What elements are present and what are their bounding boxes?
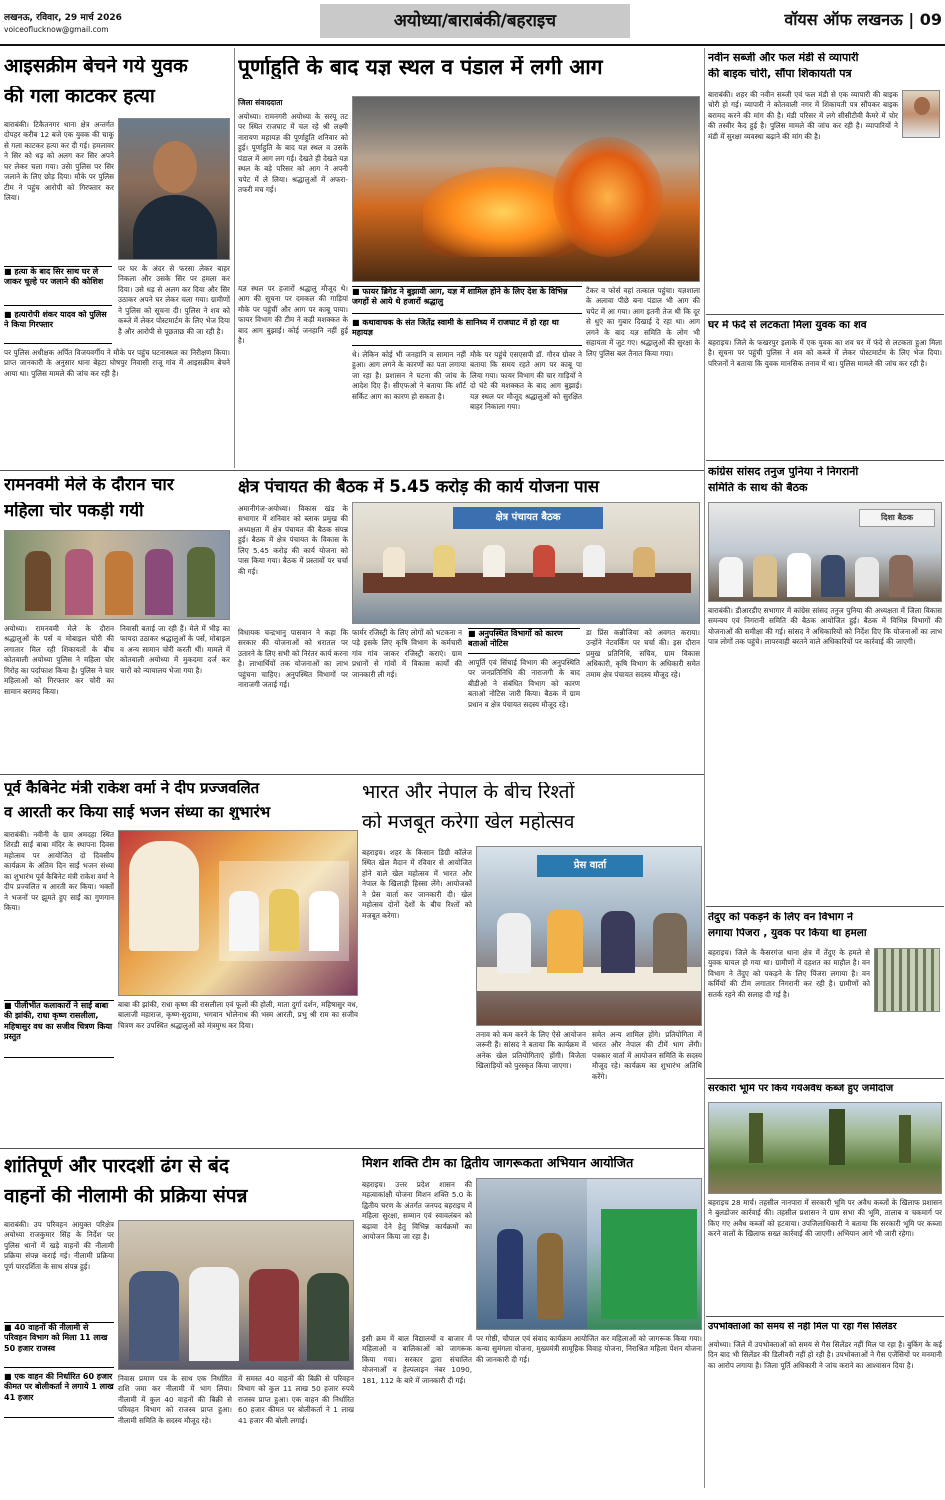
section-rule xyxy=(706,1316,944,1317)
bullet-icon: ■ xyxy=(352,287,363,296)
section-rule xyxy=(706,460,944,461)
masthead-rule xyxy=(0,44,945,46)
highlight-bar xyxy=(468,628,580,654)
article-body: टैंकर व फोर्स वहां तत्काल पहुंचा। यज्ञशाला के अलावा पीछे बना पंडाल भी आग की चपेट में आ गया। आग इतनी तेज थी कि दूर से धुएं का गुबार दिखाई दे रहा था। आग लगने के बाद यज्ञ समिति के लोग भी सहायता में जुट गए। श्रद्धालुओं की सुरक्षा के लिए पुलिस बल तैनात किया गया। xyxy=(586,286,700,358)
headline: व आरती कर किया साई भजन संध्या का शुभारंभ xyxy=(4,804,271,821)
arrest-photo xyxy=(4,530,230,620)
headline: सरकारी भूमि पर किये गयेअवैध कब्जे हुए जमींदोज xyxy=(708,1084,894,1094)
highlight-text: अनुपस्थित विभागों को कारण बताओ नोटिस xyxy=(468,629,563,649)
article-body: बाराबंकी। नवीनी के ग्राम अमदहा स्थित शिरडी साईं बाबा मंदिर के स्थापना दिवस महोत्सव पर आयोजित दो दिवसीय कार्यक्रम के अंतिम दिन साईं भजन संध्या का शुभारंभ पूर्व कैबिनेट मंत्री राकेश वर्मा ने दीप प्रज्वलित व आरती कर किया। भक्तों ने भजनों पर झूमते हुए साईं का गुणगान किया। xyxy=(4,830,114,913)
meeting-banner: क्षेत्र पंचायत बैठक xyxy=(453,507,603,529)
article-mp-meeting xyxy=(708,462,942,904)
masthead-email: voiceoflucknow@gmail.com xyxy=(4,25,109,34)
headline: लगाया पिंजरा , युवक पर किया था हमला xyxy=(708,928,867,939)
article-body: यज्ञ स्थल पर हजारों श्रद्धालु मौजूद थे। आग की सूचना पर दमकल की गाड़ियां मौके पर पहुंचीं और आग पर काबू पाया। फायर विभाग की टीम ने कड़ी मशक्कत के बाद आग बुझाई। कोई जनहानि नहीं हुई है। xyxy=(238,284,348,346)
highlight-bar xyxy=(352,286,582,314)
page-number: 09 xyxy=(919,10,942,29)
article-body: निवासी बताई जा रही हैं। मेले में भीड़ का फायदा उठाकर श्रद्धालुओं के पर्स, मोबाइल व अन्य सामान चोरी करती थीं। मामले में कोतवाली अयोध्या में मुकदमा दर्ज कर चारों को न्यायालय भेजा गया है। xyxy=(120,624,230,675)
article-body: इसी क्रम में बाल विद्यालयों व बाजार में महिलाओं व बालिकाओं को जागरूक किया गया। सरकार द्वारा संचालित योजनाओं व हेल्पलाइन नंबर 1090, 181, 112 के बारे में जानकारी दी गई। xyxy=(362,1334,472,1385)
bhajan-photo xyxy=(118,830,358,996)
bullet-icon: ■ xyxy=(352,318,363,327)
headline: मिशन शक्ति टीम का द्वितीय जागरूकता अभियान आयोजित xyxy=(362,1156,634,1170)
article-sai-bhajan xyxy=(4,776,360,1146)
press-conference-photo xyxy=(476,846,702,1026)
bullet-text: हत्यारोपी शंकर यादव को पुलिस ने किया गिरफ्तार xyxy=(4,310,107,330)
article-gas-cylinder xyxy=(708,1318,942,1496)
auction-photo xyxy=(118,1220,354,1370)
masthead-date: लखनऊ, रविवार, 29 मार्च 2026 xyxy=(4,13,122,23)
bullet-icon: ■ xyxy=(4,1323,15,1332)
article-panchayat-meeting xyxy=(238,472,701,772)
highlight-bullet xyxy=(4,266,112,306)
column-divider xyxy=(704,48,705,1488)
article-body: फार्मर रजिस्ट्री के लिए लोगों को भटकना न पड़े इसके लिए कृषि विभाग के कर्मचारी गांव गांव जाकर रजिस्ट्री कराएं। ग्राम प्रधानों से गांवों में विकास कार्यों की जानकारी ली गई। xyxy=(352,628,462,679)
headline: उपभोक्ताओं को समय से नहीं मिल पा रहा गैस सिलेंडर xyxy=(708,1322,897,1332)
mp-meeting-photo xyxy=(708,502,942,602)
column-divider xyxy=(234,48,235,468)
caption-text: पीलीभीत कलाकारों ने साईं बाबा की झांकी, राधा कृष्ण रासलीला, महिषासुर वध का सजीव चित्रण किया प्रस्तुत xyxy=(4,1001,113,1042)
headline: समिति के साथ की बैठक xyxy=(708,482,808,494)
highlight-bullet xyxy=(4,1372,114,1418)
article-body: अयोध्या। रामनगरी अयोध्या के सरयू तट पर स्थित राजघाट में चल रहे श्री लक्ष्मी नारायण महायज्ञ की पूर्णाहुति शनिवार को हुई। पूर्णाहुति के बाद यज्ञ स्थल व उसके पंडाल में आग लग गई। देखते ही देखते यज्ञ स्थल के बड़े परिसर को आग ने अपनी चपेट में ले लिया। श्रद्धालुओं में अफरा-तफरी मच गई। xyxy=(238,112,348,195)
article-body: विधायक चन्द्रभानु पासवान ने कहा कि सरकार की योजनाओं को धरातल पर उतारने के लिए सभी को निरंतर कार्य करना है। लाभार्थियों तक योजनाओं का लाभ पहुंचना चाहिए। अनुपस्थित विभागों पर नाराजगी जताई गई। xyxy=(238,628,348,690)
article-body: अयोध्या। रामनवमी मेले के दौरान श्रद्धालुओं के पर्स व मोबाइल चोरी की लगातार मिल रही शिकायतों के बीच कोतवाली अयोध्या पुलिस ने महिला चोर गिरोह का पर्दाफाश किया है। पुलिस ने चार महिलाओं को गिरफ्तार कर चोरी का सामान बरामद किया। xyxy=(4,624,114,696)
article-body: समेत अन्य शामिल होंगे। प्रतियोगिता में भारत और नेपाल की टीमें भाग लेंगी। पत्रकार वार्ता में आयोजन समिति के सदस्य मौजूद रहे। कार्यक्रम का शुभारंभ अतिथि करेंगे। xyxy=(592,1030,702,1081)
brand-logo xyxy=(730,6,942,34)
headline: को मजबूत करेगा खेल महोत्सव xyxy=(362,812,575,833)
highlight-text: कथावाचक के संत जितेंद्र स्वामी के सानिध्य में राजघाट में हो रहा था महायज्ञ xyxy=(352,318,559,338)
headline: शांतिपूर्ण और पारदर्शी ढंग से बंद xyxy=(4,1156,229,1177)
article-body: बाबा की झांकी, राधा कृष्ण की रासलीला एवं फूलों की होली, माता दुर्गा दर्शन, महिषासुर वध, बालाजी महाराज, कृष्ण-सुदामा, भगवान भोलेनाथ की भस्म आरती, प्रभु श्री राम का सजीव चित्रण कर उपस्थित श्रद्धालुओं को मंत्रमुग्ध कर दिया। xyxy=(118,1000,358,1030)
masthead xyxy=(0,0,945,46)
article-vehicle-auction xyxy=(4,1150,356,1496)
article-body: पर गोष्ठी, चौपाल एवं संवाद कार्यक्रम आयोजित कर महिलाओं को जागरूक किया गया। कन्या सुमंगला योजना, मुख्यमंत्री सामूहिक विवाह योजना, निराश्रित महिला पेंशन योजना की जानकारी दी गई। xyxy=(476,1334,702,1364)
highlight-bar xyxy=(352,318,582,346)
mission-shakti-photo xyxy=(476,1178,702,1330)
article-body: में समस्त 40 वाहनों की बिक्री से परिवहन विभाग को कुल 11 लाख 50 हजार रुपये राजस्व प्राप्त हुआ। एक वाहन की निर्धारित 60 हजार कीमत पर बोलीकर्ता ने 1 लाख 41 हजार की बोली लगाई। xyxy=(238,1374,354,1425)
headline: नवीन सब्जी और फल मंडी से व्यापारी xyxy=(708,52,859,64)
headline: वाहनों की नीलामी की प्रक्रिया संपन्न xyxy=(4,1186,248,1207)
section-rule xyxy=(0,1148,704,1149)
bullet-text: हत्या के बाद सिर साथ घर ले जाकर चूल्हे पर जलाने की कोशिश xyxy=(4,267,104,287)
headline: भारत और नेपाल के बीच रिश्तों xyxy=(362,782,575,803)
meeting-photo xyxy=(352,502,700,624)
article-body: बहराइच। जिले के कैसरगंज थाना क्षेत्र में तेंदुए के हमले से युवक घायल हो गया था। ग्रामीणों में दहशत का माहौल है। वन विभाग ने तेंदुए को पकड़ने के लिए पिंजरा लगाया है। वन कर्मियों की टीम लगातार निगरानी कर रही है। ग्रामीणों को सतर्क रहने की सलाह दी गई है। xyxy=(708,948,870,999)
article-india-nepal xyxy=(362,776,702,1146)
fire-photo xyxy=(352,96,700,282)
article-body: अमानीगंज-अयोध्या। विकास खंड के सभागार में शनिवार को ब्लाक प्रमुख की अध्यक्षता में क्षेत्र पंचायत की बैठक संपन्न हुई। बैठक में क्षेत्र पंचायत के विकास के लिए 5.45 करोड़ की कार्य योजना को पास किया गया। बैठक में प्रस्तावों पर चर्चा की गई। xyxy=(238,504,348,576)
press-banner: प्रेस वार्ता xyxy=(537,855,643,877)
bullet-text: 40 वाहनों की नीलामी से परिवहन विभाग को मिला 11 लाख 50 हजार राजस्व xyxy=(4,1323,108,1353)
article-encroachment xyxy=(708,1080,942,1314)
article-body: बहराइच 28 मार्च। तहसील नानपारा में सरकारी भूमि पर अवैध कब्जों के खिलाफ प्रशासन ने बुलडोजर कार्रवाई की। तहसील प्रशासन ने ग्राम सभा की भूमि, तालाब व चकमार्ग पर किए गए अवैध कब्जों को हटवाया। उपजिलाधिकारी ने बताया कि सरकारी भूमि पर कब्जा करने वालों के खिलाफ सख्त कार्रवाई की जाएगी। अभियान आगे भी जारी रहेगा। xyxy=(708,1198,942,1239)
highlight-bullet xyxy=(4,1322,114,1368)
section-title: अयोध्या/बाराबंकी/बहराइच xyxy=(320,4,630,38)
section-rule xyxy=(706,1078,944,1079)
article-leopard-cage xyxy=(708,908,942,1076)
bullet-text: एक वाहन की निर्धारित 60 हजार कीमत पर बोलीकर्ता ने लगाये 1 लाख 41 हजार xyxy=(4,1372,114,1402)
headline: की बाइक चोरी, सौंपा शिकायती पत्र xyxy=(708,68,852,80)
headline: घर में फंदे से लटकता मिला युवक का शव xyxy=(708,320,867,331)
article-body: बाराबंकी। टिकैतनगर थाना क्षेत्र अन्तर्गत दोपहर करीब 12 बजे एक युवक की चाकू से गला काटकर हत्या कर दी गई। हमलावर ने सिर को धड़ को अलग कर सिर अपने घर लेकर चला गया। उसेा पुलिस पर सिर जलाने के लिए छोड़ दिया। मौके पर पुलिस टीम ने पहुंच आरोपी को गिरफ्तार कर लिया। xyxy=(4,120,114,203)
article-body: मौके पर पहुंचे एसएसपी डॉ. गौरव ग्रोवर ने बताया कि समय रहते आग पर काबू पा लिया गया। फायर विभाग की चार गाड़ियों ने दो घंटे की मशक्कत के बाद आग बुझाई। यज्ञ स्थल पर मौजूद श्रद्धालुओं को सुरक्षित बाहर निकाला गया। xyxy=(470,350,582,412)
land-photo xyxy=(708,1102,942,1194)
cage-photo xyxy=(874,948,940,1012)
meeting-banner: दिशा बैठक xyxy=(859,509,935,527)
article-body: आपूर्ति एवं सिंचाई विभाग की अनुपस्थिति पर जनप्रतिनिधि की नाराजगी के बाद बीडीओ ने संबंधित विभाग को कारण बताओ नोटिस जारी किया। बैठक में ग्राम प्रधान व क्षेत्र पंचायत सदस्य मौजूद रहे। xyxy=(468,658,580,709)
article-bike-theft xyxy=(708,50,942,312)
article-body: पर घर के अंदर से फरसा लेकर बाहर निकला और उसके सिर पर हमला कर दिया। उसे धड़ से अलग कर दिया और सिर उठाकर अपने घर लेकर चला गया। ग्रामीणों ने पुलिस को सूचना दी। पुलिस ने शव को कब्जे में लेकर पोस्टमार्टम के लिए भेज दिया है और आरोपी से पूछताछ की जा रही है। xyxy=(118,264,230,336)
article-body: बाराबंकी। उप परिवहन आयुक्त परिक्षेत्र अयोध्या राजकुमार सिंह के निर्देश पर पुलिस थानों में खड़े वाहनों की नीलामी प्रक्रिया संपन्न कराई गई। नीलामी प्रक्रिया पूर्ण पारदर्शिता के साथ संपन्न हुई। xyxy=(4,1220,114,1271)
article-icecream-murder xyxy=(4,50,232,468)
headline: की गला काटकर हत्या xyxy=(4,86,155,107)
section-rule xyxy=(706,906,944,907)
trader-photo xyxy=(902,90,940,138)
headline: तेंदुए को पकड़ने के लिए वन विभाग ने xyxy=(708,912,853,923)
headline: आइसक्रीम बेचने गये युवक xyxy=(4,56,188,77)
highlight-text: फायर ब्रिगेड ने बुझायी आग, यज्ञ में शामिल होने के लिए देश के विभिन्न जगहों से आये थे हजारों श्रद्धालु xyxy=(352,287,568,307)
article-yagya-fire xyxy=(238,50,701,468)
article-body: थे। लेकिन कोई भी जनहानि व सामान नहीं हुआ। आग लगने के कारणों का पता लगाया जा रहा है। प्रशासन ने घटना की जांच के आदेश दिए हैं। सीएफओ ने बताया कि शॉर्ट सर्किट आग का कारण हो सकता है। xyxy=(352,350,466,401)
article-body: बहराइच। जिले के फखरपुर इलाके में एक युवक का शव घर में फंदे से लटकता हुआ मिला है। सूचना पर पहुंची पुलिस ने शव को कब्जे में लेकर पोस्टमार्टम के लिए भेज दिया। परिजनों ने बताया कि युवक मानसिक तनाव में था। पुलिस मामले की जांच कर रही है। xyxy=(708,338,942,368)
bullet-icon: ■ xyxy=(4,1372,15,1381)
bullet-icon: ■ xyxy=(4,1001,15,1010)
photo-caption xyxy=(4,1000,114,1058)
headline: रामनवमी मेले के दौरान चार xyxy=(4,476,174,495)
article-body: बहराइच। शहर के किसान डिग्री कॉलेज स्थित खेल मैदान में रविवार से आयोजित होने वाले खेल महोत्सव में भारत और नेपाल के खिलाड़ी हिस्सा लेंगे। आयोजकों ने प्रेस वार्ता कर जानकारी दी। खेल महोत्सव दोनों देशों के बीच रिश्तों को मजबूत करेगा। xyxy=(362,848,472,920)
page-separator: | xyxy=(908,10,920,29)
headline: कांग्रेस सांसद तनुज पुनिया ने निगरानी xyxy=(708,466,859,478)
headline: पूर्व कैबिनेट मंत्री राकेश वर्मा ने दीप प्रज्जवलित xyxy=(4,780,260,797)
bullet-icon: ■ xyxy=(468,629,479,638)
bullet-icon: ■ xyxy=(4,310,15,319)
headline: पूर्णाहुति के बाद यज्ञ स्थल व पंडाल में लगी आग xyxy=(238,56,603,79)
headline: क्षेत्र पंचायत की बैठक में 5.45 करोड़ की कार्य योजना पास xyxy=(238,478,599,496)
byline: जिला संवाददाता xyxy=(238,98,283,107)
article-body: पर पुलिस अधीक्षक अर्पित विजयवर्गीय ने मौके पर पहुंच घटनास्थल का निरीक्षण किया। प्राप्त जानकारी के अनुसार थाना बेहटा घोषपुर निवासी राजू गांव में आइसक्रीम बेचने आया था। पुलिस मामले की जांच कर रही है। xyxy=(4,348,230,378)
bullet-icon: ■ xyxy=(4,267,15,276)
article-body: अयोध्या। जिले में उपभोक्ताओं को समय से गैस सिलेंडर नहीं मिल पा रहा है। बुकिंग के कई दिन बाद भी सिलेंडर की डिलीवरी नहीं हो रही है। उपभोक्ताओं ने गैस एजेंसियों पर मनमानी का आरोप लगाया है। जिला पूर्ति अधिकारी ने जांच कराने का आश्वासन दिया है। xyxy=(708,1340,942,1370)
article-body: निवास प्रमाण पत्र के साथ एक निर्धारित राशि जमा कर नीलामी में भाग लिया। नीलामी में कुल 40 वाहनों की बिक्री से परिवहन विभाग को राजस्व प्राप्त हुआ। नीलामी समिति के सदस्य मौजूद रहे। xyxy=(118,1374,232,1425)
section-rule xyxy=(0,470,704,471)
article-body: तनाव को कम करने के लिए ऐसे आयोजन जरूरी हैं। सांसद ने बताया कि कार्यक्रम में अनेक खेल प्रतियोगिताएं होंगी। विजेता खिलाड़ियों को पुरस्कृत किया जाएगा। xyxy=(476,1030,586,1071)
article-women-thieves xyxy=(4,472,232,772)
article-body: बाराबंकी। शहर की नवीन सब्जी एवं फल मंडी से एक व्यापारी की बाइक चोरी हो गई। व्यापारी ने कोतवाली नगर में शिकायती पत्र सौंपकर बाइक बरामद करने की मांग की है। मंडी परिसर में लगे सीसीटीवी कैमरे में चोर की तस्वीर कैद हुई है। पुलिस मामले की जांच कर रही है। व्यापारियों ने मंडी में सुरक्षा व्यवस्था बढ़ाने की मांग की है। xyxy=(708,90,898,141)
article-body: बाराबंकी। डीआरडीए सभागार में कांग्रेस सांसद तनुज पुनिया की अध्यक्षता में जिला विकास समन्वय एवं निगरानी समिति की बैठक आयोजित हुई। बैठक में विभिन्न विभागों की योजनाओं की समीक्षा की गई। सांसद ने अधिकारियों को निर्देश दिए कि योजनाओं का लाभ पात्र लोगों तक पहुंचे। लापरवाही बरतने वाले अधिकारियों पर कार्रवाई की जाएगी। xyxy=(708,606,942,647)
section-rule xyxy=(706,314,944,315)
highlight-bullet xyxy=(4,310,112,344)
victim-photo xyxy=(118,118,230,260)
article-mission-shakti xyxy=(362,1150,702,1496)
headline: महिला चोर पकड़ी गयी xyxy=(4,502,144,521)
article-body: बहराइच। उत्तर प्रदेश शासन की महत्वाकांक्षी योजना मिशन शक्ति 5.0 के द्वितीय चरण के अंतर्गत जनपद बहराइच में महिला सुरक्षा, सम्मान एवं स्वावलंबन को बढ़ावा देने हेतु विभिन्न कार्यक्रमों का आयोजन किया जा रहा है। xyxy=(362,1180,472,1242)
article-body: डा प्रिंस कन्नौजिया को अवगत कराया। उन्होंने नेटवर्किंग पर चर्चा की। इस दौरान प्रमुख प्रतिनिधि, सचिव, ग्राम विकास अधिकारी, कृषि विभाग के अधिकारी समेत तमाम क्षेत्र पंचायत सदस्य मौजूद रहे। xyxy=(586,628,700,679)
article-body-found xyxy=(708,316,942,458)
brand-name: वॉयस ऑफ लखनऊ xyxy=(784,10,903,29)
section-rule xyxy=(0,774,704,775)
